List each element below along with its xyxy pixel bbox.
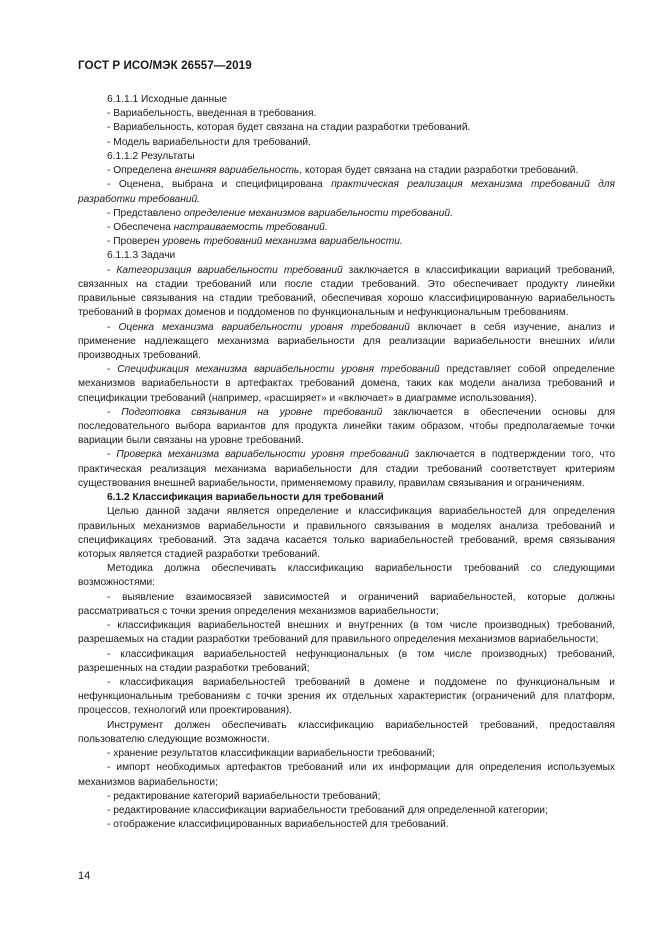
list-item: - Проверка механизма вариабельности уровня требований заключается в подтверждении того, что практическая реализация механизма вариабельности для стадии требований соответствует критериям существования внешней вариабельности, применяемому правилу, правилам связывания и ограничениям.: [78, 449, 615, 489]
document-body: [78, 93, 615, 832]
list-item: - редактирование категорий вариабельности требований;: [107, 790, 381, 802]
list-item: - хранение результатов классификации вариабельности требований;: [107, 748, 435, 760]
paragraph: Методика должна обеспечивать классификацию вариабельности требований со следующими возможностями:: [78, 563, 615, 589]
list-item: - классификация вариабельностей требований в домене и поддомене по функциональным и нефункциональным требованиям с точки зрения их отдельных характеристик (ограничений для платформ, процессов, технологий или проектирования).: [78, 676, 615, 717]
page-number: 14: [78, 870, 91, 882]
list-item: - импорт необходимых артефактов требований или их информации для определения используемых механизмов вариабельности;: [78, 762, 615, 788]
list-item: - отображение классифицированных вариабельностей для требований.: [107, 819, 449, 831]
paragraph: Целью данной задачи является определение и классификация вариабельностей для определения правильных механизмов вариабельности и правильного связывания в моделях анализа требований и спецификациях требований. Эта задача касается только вариабельностей требований, время связывания которых является стадией разработки требований.: [78, 506, 615, 560]
list-item: - Модель вариабельности для требований.: [107, 136, 311, 148]
list-item: - Определена внешняя вариабельность, которая будет связана на стадии разработки требований.: [107, 165, 579, 177]
paragraph: Инструмент должен обеспечивать классификацию вариабельностей требований, предоставляя пользователю следующие возможности.: [78, 719, 615, 745]
list-item: - Вариабельность, которая будет связана на стадии разработки требований.: [107, 122, 471, 134]
list-item: - Категоризация вариабельности требований заключается в классификации вариаций требований, связанных на стадии требований или после стадии требований. Это обеспечивает продукту линейки правильные связывания на стадии требований, обеспечивая хорошо классифицированную вариабельность требований в формах доменов и поддоменов по функциональным и нефункциональным требованиям.: [78, 264, 615, 319]
list-item: - Оценка механизма вариабельности уровня требований включает в себя изучение, анализ и применение надлежащего механизма вариабельности для реализации вариабельности внешних и/или производных требований.: [78, 321, 615, 361]
page-header-title: ГОСТ Р ИСО/МЭК 26557—2019: [78, 59, 252, 72]
subsection-heading-results: 6.1.1.2 Результаты: [107, 150, 195, 162]
list-item: - Обеспечена настраиваемость требований.: [107, 221, 328, 233]
list-item: - классификация вариабельностей нефункциональных (в том числе производных) требований, разрешенных на стадии разработки требований;: [78, 648, 615, 674]
section-heading: 6.1.2 Классификация вариабельности для требований: [107, 492, 384, 504]
list-item: - Спецификация механизма вариабельности уровня требований представляет собой определение механизмов вариабельности в артефактах требований домена, таких как модели анализа требований и спецификации требований (например, «расширяет» и «включает» в диаграмме использования).: [78, 364, 615, 404]
list-item: - выявление взаимосвязей зависимостей и ограничений вариабельностей, которые должны рассматриваться с точки зрения определения механизмов вариабельности;: [78, 591, 615, 617]
list-item: - Оценена, выбрана и специфицирована практическая реализация механизма требований для разработки требований.: [78, 179, 615, 205]
list-item: - редактирование классификации вариабельности требований для определенной категории;: [107, 804, 548, 816]
list-item: - Представлено определение механизмов вариабельности требований.: [107, 207, 453, 219]
list-item: - Подготовка связывания на уровне требований заключается в обеспечении основы для последовательного выбора вариантов для продукта линейки таким образом, чтобы предполагаемые точки вариации были связаны на уровне требований.: [78, 406, 615, 447]
list-item: - Вариабельность, введенная в требования.: [107, 108, 317, 120]
subsection-heading-tasks: 6.1.1.3 Задачи: [107, 250, 176, 262]
subsection-heading-inputs: 6.1.1.1 Исходные данные: [107, 94, 228, 105]
list-item: - классификация вариабельностей внешних и внутренних (в том числе производных) требований, разрешаемых на стадии разработки требований для правильного определения механизмов вариабельности;: [78, 620, 615, 646]
list-item: - Проверен уровень требований механизма вариабельности.: [107, 236, 403, 248]
